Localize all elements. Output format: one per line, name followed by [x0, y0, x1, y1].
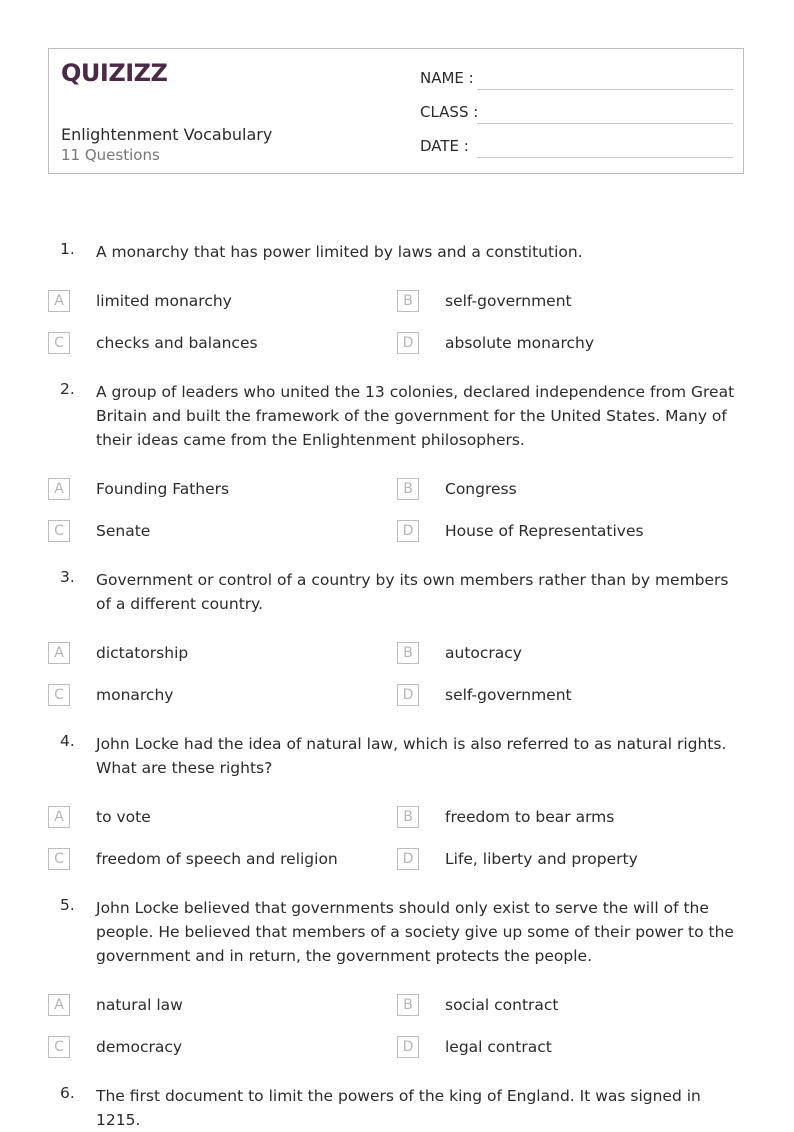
option-text: freedom to bear arms	[445, 808, 615, 826]
class-line	[477, 123, 733, 124]
option-text: to vote	[96, 808, 151, 826]
quizizz-logo: QUIZIZZ	[61, 59, 168, 87]
option-text: natural law	[96, 996, 183, 1014]
option-text: legal contract	[445, 1038, 552, 1056]
option-text: absolute monarchy	[445, 334, 595, 352]
option-letter: A	[48, 806, 70, 828]
question-number: 4.	[60, 732, 75, 750]
worksheet-header	[48, 48, 744, 174]
option-text: self-government	[445, 686, 572, 704]
date-field	[420, 137, 469, 155]
option-letter: A	[48, 290, 70, 312]
option-letter: C	[48, 1036, 70, 1058]
option-letter: D	[397, 848, 419, 870]
question-text: A group of leaders who united the 13 colonies, declared independence from Great Britain and built the framework of the government for the United States. Many of their ideas came from the Enlightenment philosophers.	[96, 383, 735, 449]
option-letter: D	[397, 684, 419, 706]
date-label: DATE :	[420, 137, 469, 155]
option-text: limited monarchy	[96, 292, 232, 310]
option-letter: B	[397, 290, 419, 312]
question-count: 11 Questions	[61, 146, 160, 164]
option-letter: B	[397, 994, 419, 1016]
option-letter: C	[48, 520, 70, 542]
question-number: 2.	[60, 380, 75, 398]
option-text: Founding Fathers	[96, 480, 230, 498]
question-text: John Locke had the idea of natural law, which is also referred to as natural rights. What are these rights?	[96, 735, 727, 777]
worksheet-title: Enlightenment Vocabulary	[61, 125, 273, 144]
question-text: Government or control of a country by its own members rather than by members of a different country.	[96, 571, 729, 613]
option-text: autocracy	[445, 644, 522, 662]
option-letter: C	[48, 332, 70, 354]
question-text: The first document to limit the powers of the king of England. It was signed in 1215.	[96, 1087, 701, 1129]
option-letter: A	[48, 642, 70, 664]
question-number: 6.	[60, 1084, 75, 1102]
option-letter: D	[397, 332, 419, 354]
question-text: A monarchy that has power limited by laws and a constitution.	[96, 243, 583, 261]
option-text: House of Representatives	[445, 522, 644, 540]
option-letter: B	[397, 806, 419, 828]
option-letter: D	[397, 520, 419, 542]
name-field	[420, 69, 474, 87]
name-line	[477, 89, 733, 90]
option-text: monarchy	[96, 686, 174, 704]
name-label: NAME :	[420, 69, 474, 87]
question-number: 5.	[60, 896, 75, 914]
option-text: Senate	[96, 522, 151, 540]
option-text: social contract	[445, 996, 559, 1014]
option-text: self-government	[445, 292, 572, 310]
option-letter: C	[48, 684, 70, 706]
option-text: Congress	[445, 480, 517, 498]
question-text: John Locke believed that governments should only exist to serve the will of the people. He believed that members of a society give up some of their power to the government and in return, the government protects the people.	[96, 899, 734, 965]
question-number: 1.	[60, 240, 75, 258]
option-text: checks and balances	[96, 334, 258, 352]
option-text: freedom of speech and religion	[96, 850, 338, 868]
question-number: 3.	[60, 568, 75, 586]
option-text: dictatorship	[96, 644, 189, 662]
option-letter: C	[48, 848, 70, 870]
option-letter: B	[397, 478, 419, 500]
option-letter: D	[397, 1036, 419, 1058]
class-field	[420, 103, 478, 121]
option-letter: A	[48, 994, 70, 1016]
class-label: CLASS :	[420, 103, 479, 121]
option-text: democracy	[96, 1038, 183, 1056]
option-letter: A	[48, 478, 70, 500]
option-letter: B	[397, 642, 419, 664]
option-text: Life, liberty and property	[445, 850, 638, 868]
date-line	[477, 157, 733, 158]
